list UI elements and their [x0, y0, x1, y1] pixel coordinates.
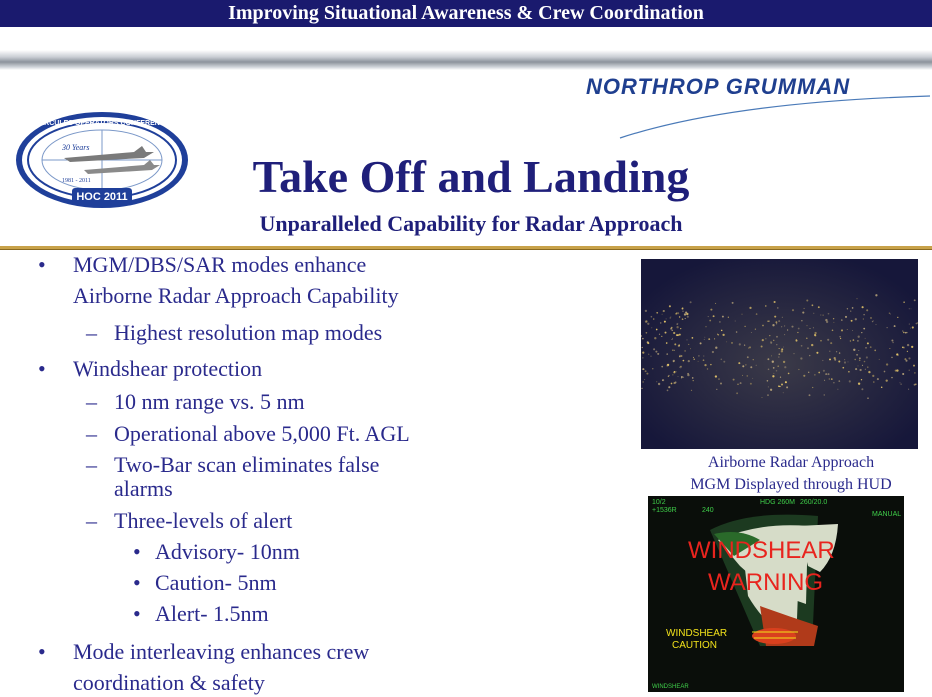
slide-subtitle: Unparalleled Capability for Radar Approach [259, 211, 683, 236]
windshear-warning-line1: WINDSHEAR [688, 537, 835, 564]
hoc-years-text: 30 Years [62, 143, 90, 152]
radar-range: 240 [702, 507, 714, 514]
slide-title: Take Off and Landing [252, 151, 690, 202]
windshear-radar-display [648, 496, 904, 692]
title-divider [0, 246, 932, 250]
northrop-grumman-logo: NORTHROP GRUMMAN [586, 74, 851, 99]
windshear-caution-line1: WINDSHEAR [666, 628, 728, 639]
logo-swoosh-icon [600, 92, 930, 142]
radar-top-left2: +1536R [652, 507, 677, 514]
photo-caption-line2: MGM Displayed through HUD [690, 476, 892, 493]
radar-approach-photo [641, 259, 918, 449]
hoc-badge-text: HOC 2011 [76, 191, 128, 203]
photo-caption-line1: Airborne Radar Approach [707, 454, 875, 471]
radar-top-center: HDG 260M [760, 499, 796, 506]
windshear-caution-line2: CAUTION [672, 640, 717, 651]
windshear-warning-line2: WARNING [708, 569, 824, 596]
hoc-top-text: HERCULES OPERATORS CONFERENCE [34, 120, 170, 127]
radar-top-right: MANUAL [872, 511, 902, 518]
metal-divider [0, 50, 932, 70]
radar-top-left: 10/2 [652, 499, 666, 506]
header-banner: Improving Situational Awareness & Crew Coordination [0, 0, 932, 27]
radar-top-center2: 260/20.0 [800, 499, 828, 506]
hoc-span-text: 1981 - 2011 [62, 178, 91, 184]
radar-bottom-left: WINDSHEAR [652, 684, 689, 690]
